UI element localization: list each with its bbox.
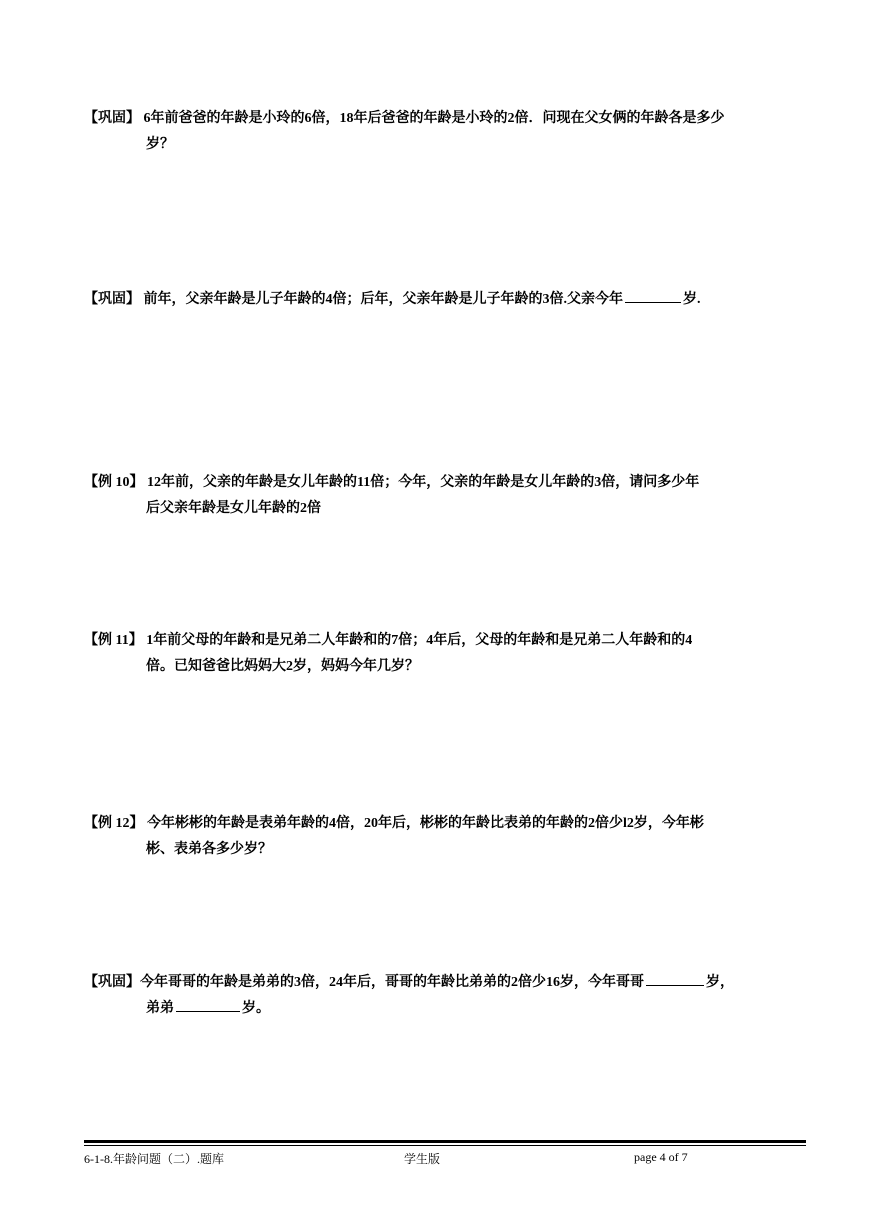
problem-text: 弟弟: [146, 1001, 174, 1016]
example-12-line-1: [84, 811, 808, 837]
answer-blank[interactable]: [646, 971, 704, 986]
answer-blank[interactable]: [176, 997, 240, 1012]
problem-tag: 【巩固】: [84, 111, 140, 126]
example-12-line-2: 彬、表弟各多少岁？: [146, 842, 272, 857]
example-10: [84, 470, 808, 522]
example-10-line-2: 后父亲年龄是女儿年龄的2倍: [146, 501, 321, 516]
problem-1-line-1: [84, 106, 808, 132]
problem-2-line-1: [84, 287, 808, 313]
example-11-line-1: [84, 628, 808, 654]
example-11: [84, 628, 808, 680]
problem-6: [84, 970, 808, 1022]
problem-2: [84, 287, 808, 313]
footer-rule-thick: [84, 1140, 806, 1143]
problem-6-line-2: [84, 996, 808, 1022]
example-11-line-2: 倍。已知爸爸比妈妈大2岁，妈妈今年几岁？: [146, 659, 419, 674]
problem-1: [84, 106, 808, 158]
problem-text: 今年彬彬的年龄是表弟年龄的4倍，20年后，彬彬的年龄比表弟的年龄的2倍少l2岁，今年彬: [143, 816, 704, 831]
problem-text: 岁。: [242, 1001, 270, 1016]
problem-text: 6年前爸爸的年龄是小玲的6倍，18年后爸爸的年龄是小玲的2倍．问现在父女俩的年龄各是多少: [140, 111, 725, 126]
problem-tag: 【巩固】: [84, 292, 140, 307]
problem-tag: 【巩固】: [84, 975, 140, 990]
footer-edition: 学生版: [404, 1152, 441, 1166]
problem-tag: 【例 11】: [84, 633, 143, 648]
footer-title: 6-1-8.年龄问题（二）.题库: [84, 1152, 224, 1166]
problem-text: 岁.: [683, 292, 701, 307]
problem-text: 1年前父母的年龄和是兄弟二人年龄和的7倍；4年后，父母的年龄和是兄弟二人年龄和的4: [142, 633, 693, 648]
problem-text: 12年前，父亲的年龄是女儿年龄的11倍；今年，父亲的年龄是女儿年龄的3倍，请问多少年: [143, 475, 700, 490]
footer-rule-thin: [84, 1145, 806, 1146]
problem-tag: 【例 12】: [84, 816, 144, 831]
problem-tag: 【例 10】: [84, 475, 144, 490]
problem-text: 前年，父亲年龄是儿子年龄的4倍；后年，父亲年龄是儿子年龄的3倍.父亲今年: [140, 292, 623, 307]
problem-text: 岁，: [706, 975, 734, 990]
footer-page-number: page 4 of 7: [634, 1150, 688, 1164]
answer-blank[interactable]: [625, 288, 681, 303]
example-12: [84, 811, 808, 863]
problem-6-line-1: [84, 970, 808, 996]
example-10-line-1: [84, 470, 808, 496]
problem-text: 今年哥哥的年龄是弟弟的3倍，24年后，哥哥的年龄比弟弟的2倍少16岁，今年哥哥: [140, 975, 644, 990]
problem-1-line-2: 岁？: [146, 137, 174, 152]
